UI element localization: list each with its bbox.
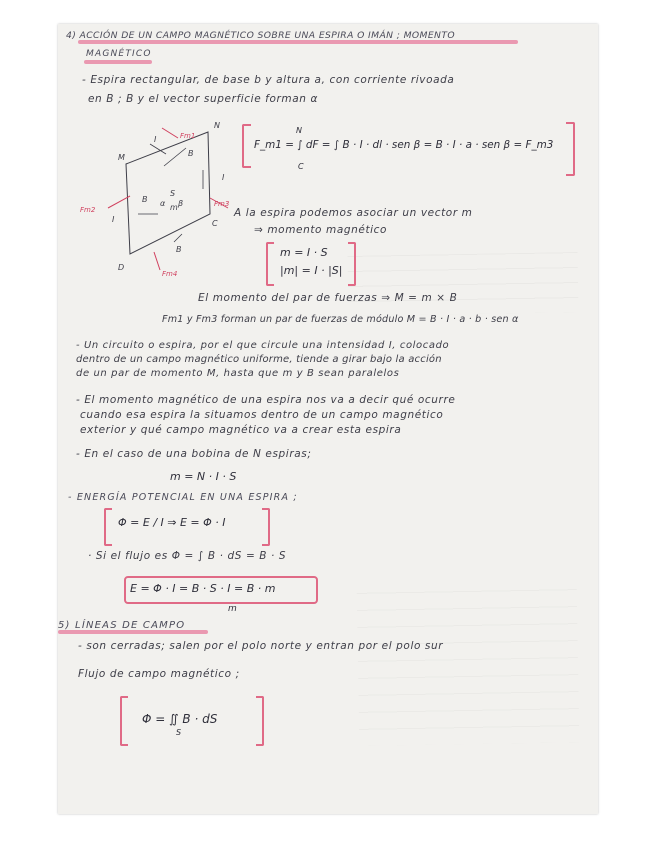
associate-vector-text: A la espira podemos asociar un vector m [234, 207, 473, 219]
flux-definition: · Si el flujo es Φ = ∫ B · dS = B · S [88, 550, 287, 562]
coil-formula: m = N · I · S [170, 470, 237, 483]
diagram-label-m: m [170, 203, 178, 212]
energy-heading: - ENERGÍA POTENCIAL EN UNA ESPIRA ; [68, 492, 298, 503]
diagram-label-B1: B [188, 149, 194, 158]
m-bracket-left [266, 242, 274, 286]
diagram-label-B2: B [142, 195, 148, 204]
diagram-label-I-right: I [222, 173, 225, 182]
m-bracket-right [348, 242, 356, 286]
flux-bracket-left [120, 696, 128, 746]
moment-explanation: exterior y qué campo magnético va a crear esta espira [80, 424, 402, 436]
diagram-label-Fm2: Fm2 [80, 206, 96, 214]
diagram-label-alpha: α [160, 199, 166, 208]
force-formula: F_m1 = ∫ dF = ∫ B · I · dl · sen β = B · I · a · sen β = F_m3 [254, 139, 554, 151]
section-4-heading: 4) ACCIÓN DE UN CAMPO MAGNÉTICO SOBRE UNA ESPIRA O IMÁN ; MOMENTO [66, 30, 455, 41]
force-pair-text: Fm1 y Fm3 forman un par de fuerzas de módulo M = B · I · a · b · sen α [162, 314, 519, 325]
moment-explanation: cuando esa espira la situamos dentro de un campo magnético [80, 409, 444, 421]
energy-final-formula: E = Φ · I = B · S · I = B · m [130, 582, 276, 595]
flux-formula: Φ = ∬ B · dS [142, 712, 218, 726]
diagram-label-M: M [118, 153, 125, 162]
moment-explanation: - El momento magnético de una espira nos va a decir qué ocurre [76, 394, 456, 406]
energy-flux-formula: Φ = E / I ⇒ E = Φ · I [118, 516, 226, 529]
heading-highlight [84, 60, 152, 64]
notebook-page [58, 24, 598, 814]
flux-bracket-right [256, 696, 264, 746]
section-5-heading: 5) LÍNEAS DE CAMPO [58, 620, 186, 631]
diagram-label-N: N [214, 121, 220, 130]
diagram-label-B3: B [176, 245, 182, 254]
loop-diagram [78, 114, 238, 284]
circuit-text: - Un circuito o espira, por el que circule una intensidad I, colocado [76, 340, 450, 351]
magnetic-moment-text: ⇒ momento magnético [254, 224, 388, 236]
closed-lines-text: - son cerradas; salen por el polo norte y entran por el polo sur [78, 640, 444, 652]
intro-text: - Espira rectangular, de base b y altura a, con corriente rivoada [82, 74, 455, 86]
energy-bracket-right [262, 508, 270, 546]
section-4-heading-cont: MAGNÉTICO [86, 49, 152, 59]
diagram-label-beta: β [178, 199, 184, 208]
flux-title: Flujo de campo magnético ; [78, 668, 240, 680]
diagram-label-S: S [170, 189, 176, 198]
force-integral-lower: C [298, 162, 304, 171]
torque-text: El momento del par de fuerzas ⇒ M = m × B [198, 292, 458, 304]
diagram-label-Fm1: Fm1 [180, 132, 196, 140]
m-formula: m = I · S [280, 246, 328, 259]
energy-bracket-left [104, 508, 112, 546]
m-magnitude-formula: |m| = I · |S| [280, 264, 343, 277]
circuit-text: de un par de momento M, hasta que m y B sean paralelos [76, 368, 400, 379]
bleed-through-text [347, 252, 578, 316]
bleed-through-text [357, 582, 580, 746]
coil-text: - En el caso de una bobina de N espiras; [76, 448, 312, 460]
force-integral-upper: N [296, 126, 302, 135]
formula-bracket-right [566, 122, 575, 176]
intro-text: en B ; B y el vector superficie forman α [88, 93, 319, 105]
diagram-label-Fm3: Fm3 [214, 200, 230, 208]
flux-formula-subscript: S [176, 728, 182, 737]
diagram-label-D: D [118, 263, 125, 272]
diagram-label-C: C [212, 219, 218, 228]
circuit-text: dentro de un campo magnético uniforme, tiende a girar bajo la acción [76, 354, 442, 365]
diagram-label-Fm4: Fm4 [162, 270, 178, 278]
diagram-label-I-top: I [154, 135, 157, 144]
formula-bracket-left [242, 124, 251, 168]
diagram-label-I-left: I [112, 215, 115, 224]
energy-final-subscript: m [228, 604, 237, 614]
